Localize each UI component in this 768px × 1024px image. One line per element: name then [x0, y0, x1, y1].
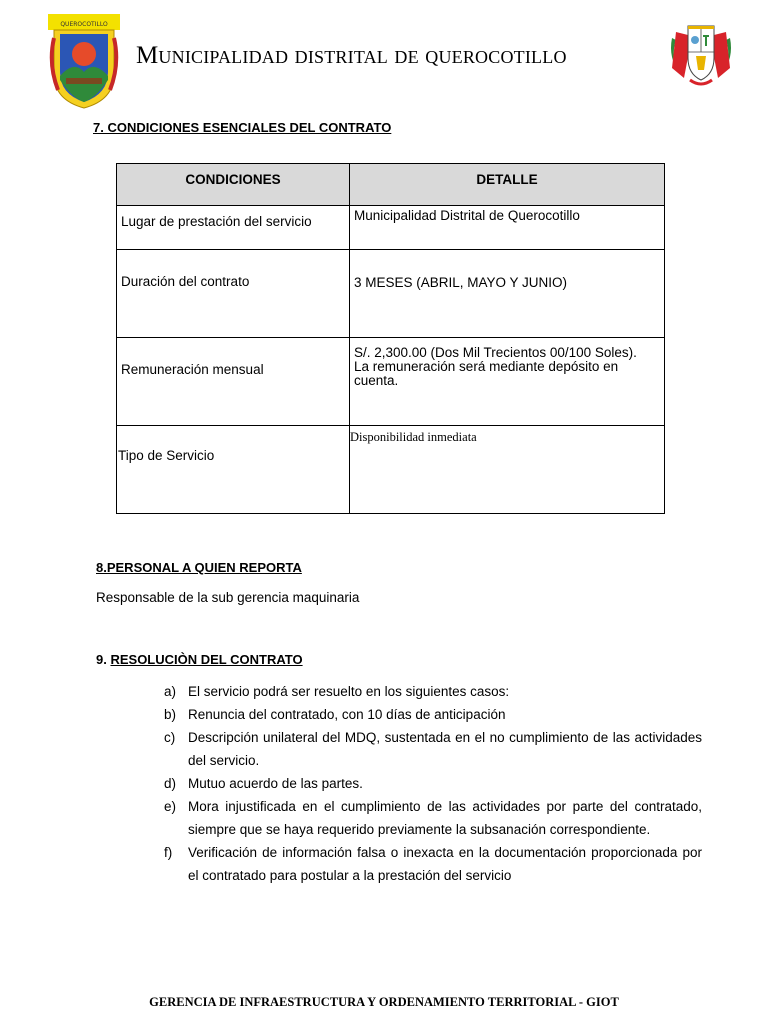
- page-footer: GERENCIA DE INFRAESTRUCTURA Y ORDENAMIENTO TERRITORIAL - GIOT: [149, 995, 619, 1009]
- condition-cell: Tipo de Servicio: [117, 426, 350, 514]
- table-header-condiciones: CONDICIONES: [117, 164, 350, 206]
- section-9-heading: [96, 652, 303, 667]
- list-item-text: Renuncia del contratado, con 10 días de anticipación: [188, 707, 506, 722]
- list-item-text: Mora injustificada en el cumplimiento de las actividades por parte del contratado, siempre que se haya requerido previamente la subsanación correspondiente.: [188, 799, 702, 837]
- list-item: [164, 841, 702, 887]
- list-item-text: Descripción unilateral del MDQ, sustentada en el no cumplimiento de las actividades del servicio.: [188, 730, 702, 768]
- detail-cell: Disponibilidad inmediata: [350, 426, 665, 514]
- list-item: [164, 726, 702, 772]
- table-row: [117, 250, 665, 338]
- list-item: [164, 772, 702, 795]
- list-item-text: Mutuo acuerdo de las partes.: [188, 776, 363, 791]
- municipality-logo-image: [48, 14, 120, 110]
- list-item-label: a): [164, 684, 177, 699]
- table-header-detalle: DETALLE: [350, 164, 665, 206]
- logo-text: QUEROCOTILLO: [60, 21, 108, 28]
- remuneration-amount: S/. 2,300.00 (Dos Mil Trecientos 00/100 Soles).: [354, 345, 637, 360]
- table-row: [117, 338, 665, 426]
- section-9-number: 9.: [96, 652, 107, 667]
- list-item: [164, 680, 702, 703]
- table-header-row: [117, 164, 665, 206]
- termination-cases-list: [164, 680, 702, 887]
- list-item: [164, 795, 702, 841]
- national-emblem: [668, 18, 734, 92]
- municipality-logo: [48, 14, 120, 110]
- detail-cell: [350, 338, 665, 426]
- coat-of-arms-icon: [668, 18, 734, 92]
- list-item-label: f): [164, 845, 173, 860]
- section-7-heading: 7. CONDICIONES ESENCIALES DEL CONTRATO: [93, 120, 392, 135]
- list-item-label: d): [164, 776, 177, 791]
- section-8-text: Responsable de la sub gerencia maquinaria: [96, 590, 360, 605]
- remuneration-note: La remuneración será mediante depósito en cuenta.: [354, 359, 619, 388]
- detail-cell: Municipalidad Distrital de Querocotillo: [350, 206, 665, 250]
- table-row: [117, 426, 665, 514]
- section-9-title: RESOLUCIÒN DEL CONTRATO: [110, 652, 303, 667]
- page-title: Municipalidad distrital de querocotillo: [136, 42, 567, 69]
- list-item-text: El servicio podrá ser resuelto en los siguientes casos:: [188, 684, 510, 699]
- list-item-label: b): [164, 707, 177, 722]
- list-item: [164, 703, 702, 726]
- table-row: [117, 206, 665, 250]
- list-item-text: Verificación de información falsa o inexacta en la documentación proporcionada por el contratado para postular a la prestación del servicio: [188, 845, 702, 883]
- section-8-heading: 8.PERSONAL A QUIEN REPORTA: [96, 560, 302, 575]
- conditions-table: [116, 163, 665, 514]
- list-item-label: c): [164, 730, 176, 745]
- condition-cell: Duración del contrato: [117, 250, 350, 338]
- condition-cell: Lugar de prestación del servicio: [117, 206, 350, 250]
- detail-cell: 3 MESES (ABRIL, MAYO Y JUNIO): [350, 250, 665, 338]
- list-item-label: e): [164, 799, 177, 814]
- condition-cell: Remuneración mensual: [117, 338, 350, 426]
